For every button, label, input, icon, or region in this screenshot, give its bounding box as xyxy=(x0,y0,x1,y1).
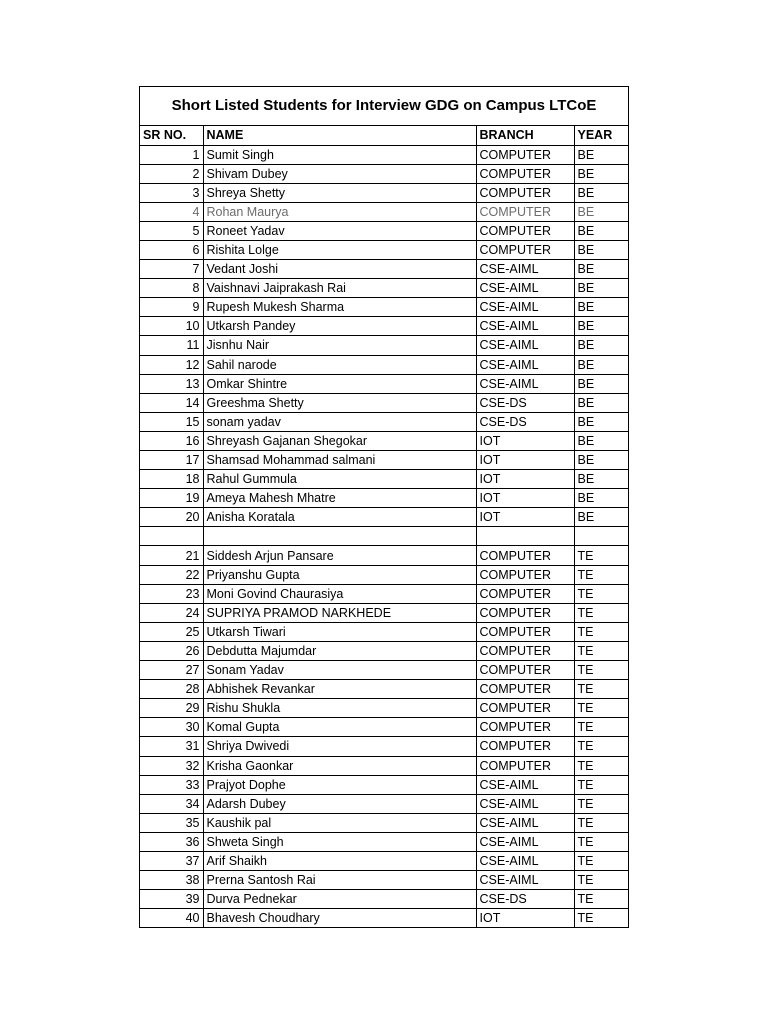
table-row xyxy=(140,374,628,393)
sr-no-cell: 2 xyxy=(140,164,203,183)
name-cell: Debdutta Majumdar xyxy=(203,641,476,660)
sr-no-cell: 7 xyxy=(140,260,203,279)
sr-no-cell xyxy=(140,527,203,546)
name-cell: Shreyash Gajanan Shegokar xyxy=(203,431,476,450)
sr-no-cell: 1 xyxy=(140,145,203,164)
year-cell: TE xyxy=(574,546,628,565)
student-list-sheet xyxy=(139,86,629,928)
year-cell: TE xyxy=(574,584,628,603)
header-row xyxy=(140,126,628,145)
branch-cell: CSE-AIML xyxy=(476,374,574,393)
sr-no-cell: 39 xyxy=(140,890,203,909)
table-row xyxy=(140,718,628,737)
table-body xyxy=(140,145,628,927)
sr-no-cell: 6 xyxy=(140,240,203,259)
sr-no-cell: 36 xyxy=(140,832,203,851)
sr-no-cell: 35 xyxy=(140,813,203,832)
table-row xyxy=(140,489,628,508)
branch-cell: COMPUTER xyxy=(476,584,574,603)
table-row xyxy=(140,851,628,870)
table-row xyxy=(140,603,628,622)
year-cell: TE xyxy=(574,871,628,890)
sr-no-cell: 17 xyxy=(140,451,203,470)
sr-no-cell: 3 xyxy=(140,183,203,202)
year-cell: TE xyxy=(574,680,628,699)
year-cell: BE xyxy=(574,451,628,470)
table-row xyxy=(140,393,628,412)
branch-cell: CSE-AIML xyxy=(476,298,574,317)
sr-no-cell: 20 xyxy=(140,508,203,527)
year-cell: BE xyxy=(574,202,628,221)
name-cell: Krisha Gaonkar xyxy=(203,756,476,775)
table-row xyxy=(140,699,628,718)
year-cell: TE xyxy=(574,794,628,813)
sr-no-cell: 21 xyxy=(140,546,203,565)
year-cell: TE xyxy=(574,641,628,660)
sr-no-cell: 34 xyxy=(140,794,203,813)
table-row xyxy=(140,565,628,584)
name-cell: Durva Pednekar xyxy=(203,890,476,909)
sr-no-cell: 23 xyxy=(140,584,203,603)
sr-no-cell: 16 xyxy=(140,431,203,450)
sr-no-cell: 15 xyxy=(140,412,203,431)
name-cell: Sonam Yadav xyxy=(203,661,476,680)
branch-cell: IOT xyxy=(476,508,574,527)
year-cell: BE xyxy=(574,240,628,259)
branch-cell: CSE-AIML xyxy=(476,260,574,279)
sr-no-cell: 10 xyxy=(140,317,203,336)
sr-no-cell: 31 xyxy=(140,737,203,756)
year-cell: BE xyxy=(574,489,628,508)
name-cell: Sahil narode xyxy=(203,355,476,374)
branch-cell xyxy=(476,527,574,546)
table-row xyxy=(140,451,628,470)
name-cell: Utkarsh Pandey xyxy=(203,317,476,336)
branch-cell: COMPUTER xyxy=(476,221,574,240)
year-cell: BE xyxy=(574,393,628,412)
table-row xyxy=(140,756,628,775)
branch-cell: COMPUTER xyxy=(476,603,574,622)
name-cell: Kaushik pal xyxy=(203,813,476,832)
name-cell: SUPRIYA PRAMOD NARKHEDE xyxy=(203,603,476,622)
year-cell: TE xyxy=(574,565,628,584)
branch-cell: COMPUTER xyxy=(476,756,574,775)
year-cell: BE xyxy=(574,374,628,393)
table-row xyxy=(140,470,628,489)
sr-no-cell: 14 xyxy=(140,393,203,412)
branch-cell: CSE-AIML xyxy=(476,813,574,832)
table-header xyxy=(140,126,628,145)
year-cell: TE xyxy=(574,661,628,680)
year-cell: TE xyxy=(574,851,628,870)
table-row xyxy=(140,145,628,164)
name-cell: Greeshma Shetty xyxy=(203,393,476,412)
sr-no-cell: 25 xyxy=(140,622,203,641)
year-cell: BE xyxy=(574,412,628,431)
table-row xyxy=(140,355,628,374)
branch-cell: IOT xyxy=(476,489,574,508)
branch-cell: COMPUTER xyxy=(476,546,574,565)
year-cell: TE xyxy=(574,890,628,909)
name-cell: Vaishnavi Jaiprakash Rai xyxy=(203,279,476,298)
name-cell: Shamsad Mohammad salmani xyxy=(203,451,476,470)
name-cell: Shweta Singh xyxy=(203,832,476,851)
name-cell: Shivam Dubey xyxy=(203,164,476,183)
sr-no-cell: 27 xyxy=(140,661,203,680)
table-row xyxy=(140,431,628,450)
branch-cell: COMPUTER xyxy=(476,661,574,680)
name-cell: Shriya Dwivedi xyxy=(203,737,476,756)
sr-no-cell: 13 xyxy=(140,374,203,393)
branch-cell: COMPUTER xyxy=(476,565,574,584)
table-row xyxy=(140,775,628,794)
year-cell: TE xyxy=(574,775,628,794)
year-cell: TE xyxy=(574,832,628,851)
table-row xyxy=(140,412,628,431)
name-cell: Roneet Yadav xyxy=(203,221,476,240)
name-cell: Jisnhu Nair xyxy=(203,336,476,355)
sr-no-cell: 40 xyxy=(140,909,203,928)
name-cell: Bhavesh Choudhary xyxy=(203,909,476,928)
name-cell: Shreya Shetty xyxy=(203,183,476,202)
header-sr-no: SR NO. xyxy=(140,126,203,145)
branch-cell: COMPUTER xyxy=(476,183,574,202)
name-cell: Anisha Koratala xyxy=(203,508,476,527)
year-cell: BE xyxy=(574,317,628,336)
branch-cell: COMPUTER xyxy=(476,699,574,718)
sr-no-cell: 9 xyxy=(140,298,203,317)
sr-no-cell: 12 xyxy=(140,355,203,374)
branch-cell: COMPUTER xyxy=(476,680,574,699)
name-cell: Prerna Santosh Rai xyxy=(203,871,476,890)
table-row xyxy=(140,202,628,221)
document-title: Short Listed Students for Interview GDG on Campus LTCoE xyxy=(140,87,628,126)
year-cell: BE xyxy=(574,164,628,183)
sr-no-cell: 22 xyxy=(140,565,203,584)
table-row xyxy=(140,622,628,641)
branch-cell: CSE-AIML xyxy=(476,336,574,355)
sr-no-cell: 33 xyxy=(140,775,203,794)
sr-no-cell: 11 xyxy=(140,336,203,355)
name-cell: Vedant Joshi xyxy=(203,260,476,279)
branch-cell: COMPUTER xyxy=(476,622,574,641)
branch-cell: CSE-DS xyxy=(476,393,574,412)
branch-cell: COMPUTER xyxy=(476,718,574,737)
branch-cell: IOT xyxy=(476,431,574,450)
year-cell: BE xyxy=(574,298,628,317)
year-cell: BE xyxy=(574,279,628,298)
name-cell: Rishita Lolge xyxy=(203,240,476,259)
branch-cell: CSE-DS xyxy=(476,890,574,909)
name-cell: Omkar Shintre xyxy=(203,374,476,393)
table-row xyxy=(140,221,628,240)
name-cell: Moni Govind Chaurasiya xyxy=(203,584,476,603)
table-row xyxy=(140,164,628,183)
year-cell: TE xyxy=(574,699,628,718)
table-row xyxy=(140,584,628,603)
header-name: NAME xyxy=(203,126,476,145)
table-row xyxy=(140,260,628,279)
year-cell: TE xyxy=(574,813,628,832)
year-cell xyxy=(574,527,628,546)
branch-cell: CSE-AIML xyxy=(476,871,574,890)
year-cell: TE xyxy=(577,911,594,926)
spacer-row xyxy=(140,527,628,546)
table-row xyxy=(140,909,628,928)
sr-no-cell: 8 xyxy=(140,279,203,298)
branch-cell: CSE-AIML xyxy=(476,279,574,298)
branch-cell: COMPUTER xyxy=(476,145,574,164)
name-cell: Rishu Shukla xyxy=(203,699,476,718)
name-cell: Rahul Gummula xyxy=(203,470,476,489)
year-cell: TE xyxy=(574,718,628,737)
table-row xyxy=(140,737,628,756)
year-cell: BE xyxy=(574,336,628,355)
table-row xyxy=(140,183,628,202)
branch-cell: CSE-AIML xyxy=(476,317,574,336)
branch-cell: IOT xyxy=(476,451,574,470)
year-cell: TE xyxy=(574,622,628,641)
branch-cell: CSE-AIML xyxy=(476,794,574,813)
sr-no-cell: 29 xyxy=(140,699,203,718)
table-row xyxy=(140,661,628,680)
branch-cell: COMPUTER xyxy=(476,737,574,756)
header-year: YEAR xyxy=(574,126,628,145)
name-cell: Rohan Maurya xyxy=(203,202,476,221)
table-row xyxy=(140,298,628,317)
year-cell: BE xyxy=(574,260,628,279)
branch-cell: CSE-AIML xyxy=(476,851,574,870)
table-row xyxy=(140,641,628,660)
table-row xyxy=(140,871,628,890)
sr-no-cell: 28 xyxy=(140,680,203,699)
branch-cell: IOT xyxy=(476,470,574,489)
branch-cell: CSE-AIML xyxy=(476,775,574,794)
year-cell: BE xyxy=(574,355,628,374)
name-cell: Sumit Singh xyxy=(203,145,476,164)
table-row xyxy=(140,317,628,336)
name-cell: Arif Shaikh xyxy=(203,851,476,870)
branch-cell: CSE-AIML xyxy=(476,832,574,851)
branch-cell: CSE-DS xyxy=(476,412,574,431)
table-row xyxy=(140,508,628,527)
table-row xyxy=(140,794,628,813)
table-row xyxy=(140,240,628,259)
sr-no-cell: 26 xyxy=(140,641,203,660)
year-cell: BE xyxy=(574,508,628,527)
name-cell: Rupesh Mukesh Sharma xyxy=(203,298,476,317)
sr-no-cell: 37 xyxy=(140,851,203,870)
name-cell: Ameya Mahesh Mhatre xyxy=(203,489,476,508)
branch-cell: COMPUTER xyxy=(476,164,574,183)
sr-no-cell: 38 xyxy=(140,871,203,890)
year-cell: BE xyxy=(574,145,628,164)
table-row xyxy=(140,890,628,909)
name-cell: Komal Gupta xyxy=(203,718,476,737)
table-row xyxy=(140,279,628,298)
name-cell: Adarsh Dubey xyxy=(203,794,476,813)
sr-no-cell: 4 xyxy=(140,202,203,221)
student-table xyxy=(140,126,628,927)
table-row xyxy=(140,336,628,355)
branch-cell: COMPUTER xyxy=(476,641,574,660)
year-cell: TE xyxy=(574,756,628,775)
sr-no-cell: 19 xyxy=(140,489,203,508)
branch-cell: COMPUTER xyxy=(476,202,574,221)
branch-cell: COMPUTER xyxy=(476,240,574,259)
sr-no-cell: 5 xyxy=(140,221,203,240)
year-cell: TE xyxy=(574,737,628,756)
header-branch: BRANCH xyxy=(476,126,574,145)
name-cell: Prajyot Dophe xyxy=(203,775,476,794)
table-row xyxy=(140,546,628,565)
table-row xyxy=(140,832,628,851)
sr-no-cell: 30 xyxy=(140,718,203,737)
year-cell: BE xyxy=(574,470,628,489)
sr-no-cell: 18 xyxy=(140,470,203,489)
branch-cell: CSE-AIML xyxy=(476,355,574,374)
year-cell: BE xyxy=(574,431,628,450)
name-cell: Abhishek Revankar xyxy=(203,680,476,699)
name-cell xyxy=(203,527,476,546)
sr-no-cell: 32 xyxy=(140,756,203,775)
year-cell: TE xyxy=(574,603,628,622)
name-cell: Priyanshu Gupta xyxy=(203,565,476,584)
sr-no-cell: 24 xyxy=(140,603,203,622)
table-row xyxy=(140,680,628,699)
name-cell: Utkarsh Tiwari xyxy=(203,622,476,641)
year-cell: BE xyxy=(574,221,628,240)
name-cell: Siddesh Arjun Pansare xyxy=(203,546,476,565)
name-cell: sonam yadav xyxy=(203,412,476,431)
branch-cell: IOT xyxy=(476,909,574,928)
year-cell: BE xyxy=(574,183,628,202)
table-row xyxy=(140,813,628,832)
